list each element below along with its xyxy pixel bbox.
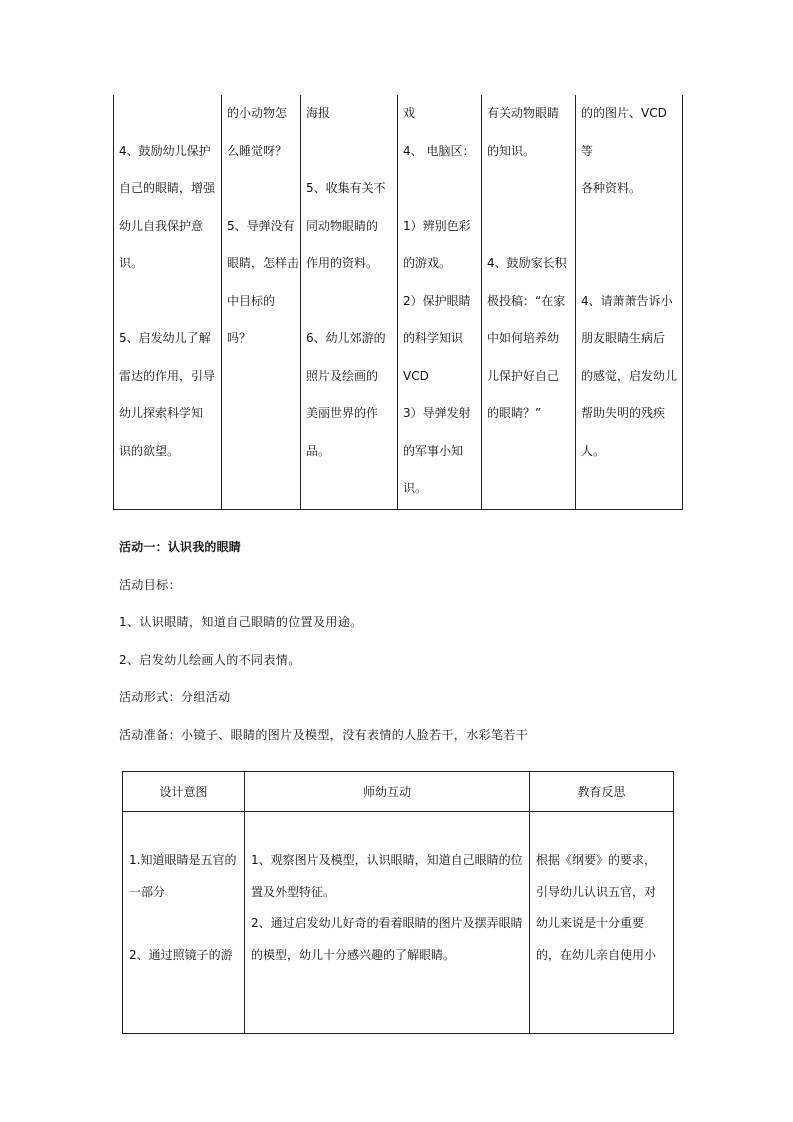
header-reflection: 教育反思: [530, 772, 674, 812]
plan-cell-family: 有关动物眼睛 的知识。 4、鼓励家长积 极投稿：“在家 中如何培养幼 儿保护好自己 的眼睛？”: [482, 95, 576, 510]
design-table: [122, 771, 674, 1034]
activity-goal-label: 活动目标：: [119, 578, 182, 592]
table-row: [123, 812, 674, 1034]
table-header-row: [123, 772, 674, 812]
activity-form: 活动形式：分组活动: [119, 690, 231, 704]
activity-goal-2: 2、启发幼儿绘画人的不同表情。: [119, 653, 301, 667]
plan-cell-materials: 海报 5、收集有关不 同动物眼睛的 作用的资料。 6、幼儿郊游的 照片及绘画的 美丽世界的作 品。: [301, 95, 398, 510]
plan-cell-resources: 的的图片、VCD 等 各种资料。 4、请萧萧告诉小 朋友眼睛生病后 的感觉，启发幼儿 帮助失明的残疾 人。: [576, 95, 683, 510]
activity-plan-table: [113, 95, 683, 510]
table-row: [114, 95, 683, 510]
cell-reflection: 根据《纲要》的要求， 引导幼儿认识五官，对 幼儿来说是十分重要 的，在幼儿亲自使用小: [530, 812, 674, 1034]
cell-design-intent: 1.知道眼睛是五官的 一部分 2、通过照镜子的游: [123, 812, 245, 1034]
activity-prep: 活动准备：小镜子、眼睛的图片及模型，没有表情的人脸若干，水彩笔若干: [119, 728, 529, 742]
header-interaction: 师幼互动: [245, 772, 530, 812]
activity-title: 活动一：认识我的眼睛: [119, 540, 242, 554]
cell-interaction: 1、观察图片及模型，认识眼睛，知道自己眼睛的位 置及外型特征。 2、通过启发幼儿好奇的看着眼睛的图片及摆弄眼睛 的模型，幼儿十分感兴趣的了解眼睛。: [245, 812, 530, 1034]
header-design-intent: 设计意图: [123, 772, 245, 812]
activity-goal-1: 1、认识眼睛，知道自己眼睛的位置及用途。: [119, 615, 363, 629]
plan-cell-areas: 戏 4、 电脑区： 1）辨别色彩 的游戏。 2）保护眼睛 的科学知识 VCD 3）导弹发射 的军事小知 识。: [398, 95, 482, 510]
plan-cell-questions: 的小动物怎 么睡觉呀？ 5、导弹没有 眼睛，怎样击 中目标的 吗？: [222, 95, 301, 510]
plan-cell-goals: 4、鼓励幼儿保护 自己的眼睛，增强 幼儿自我保护意 识。 5、启发幼儿了解 雷达的作用，引导 幼儿探索科学知 识的欲望。: [114, 95, 222, 510]
